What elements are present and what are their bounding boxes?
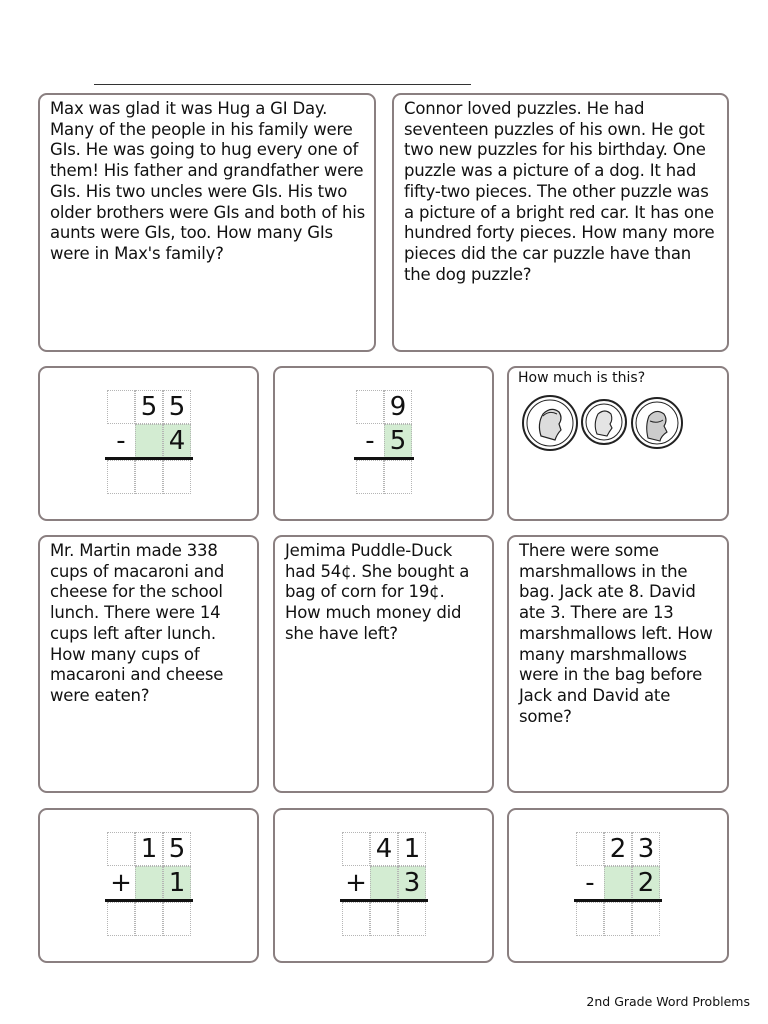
answer-cell[interactable] [604,902,632,936]
digit-ones: 5 [163,390,191,424]
answer-cell[interactable] [107,902,135,936]
answer-cell[interactable] [356,460,384,494]
grid-cell-blank [107,390,135,424]
operator-sign: + [345,868,367,898]
operator-sign: + [110,868,132,898]
digit-tens: 5 [135,390,163,424]
digit-ones-bottom: 4 [163,424,191,458]
math-grid [105,832,195,942]
footer-label: 2nd Grade Word Problems [586,994,750,1009]
answer-cell[interactable] [632,902,660,936]
word-problem-card-gi-day [38,93,376,352]
math-grid [574,832,664,942]
digit-tens: 4 [370,832,398,866]
answer-cell[interactable] [384,460,412,494]
math-grid [354,390,444,500]
answer-cell[interactable] [370,902,398,936]
word-problem-text: Connor loved puzzles. He had seventeen puzzles of his own. He got two new puzzles for his birthday. One puzzle was a picture of a dog. It had fifty-two pieces. The other puzzle was a picture of a bright red car. It has one hundred forty pieces. How many more pieces did the car puzzle have than the dog puzzle? [404,99,715,284]
grid-cell-blank [576,832,604,866]
answer-cell-tens[interactable] [135,424,163,458]
answer-cell[interactable] [163,902,191,936]
word-problem-card-macaroni [38,535,259,793]
word-problem-text: Jemima Puddle-Duck had 54¢. She bought a bag of corn for 19¢. How much money did she have left? [285,541,470,643]
subtraction-card-55-4 [38,366,259,521]
digit-ones-bottom: 5 [384,424,412,458]
coin-card [507,366,729,521]
math-grid [105,390,195,500]
answer-cell[interactable] [398,902,426,936]
digit-ones-bottom: 2 [632,866,660,900]
digit-ones: 5 [163,832,191,866]
grid-cell-blank [342,832,370,866]
answer-cell[interactable] [576,902,604,936]
word-problem-card-puddle-duck [273,535,494,793]
addition-card-15-1 [38,808,259,963]
answer-cell-tens[interactable] [135,866,163,900]
digit-ones: 9 [384,390,412,424]
digit-ones-bottom: 1 [163,866,191,900]
word-problem-text: Mr. Martin made 338 cups of macaroni and cheese for the school lunch. There were 14 cups left after lunch. How many cups of macaroni and cheese were eaten? [50,541,225,705]
penny-icon [632,398,682,448]
dime-icon [582,400,626,444]
answer-cell[interactable] [135,902,163,936]
digit-tens [356,390,384,424]
word-problem-card-marshmallows [507,535,729,793]
coin-question: How much is this? [518,370,646,386]
subtraction-card-9-5 [273,366,494,521]
answer-cell-tens[interactable] [370,866,398,900]
answer-cell[interactable] [135,460,163,494]
answer-cell[interactable] [107,460,135,494]
nickel-icon [523,396,577,450]
digit-ones-bottom: 3 [398,866,426,900]
word-problem-text: There were some marshmallows in the bag. Jack ate 8. David ate 3. There are 13 marshmallows left. How many marshmallows were in the bag before Jack and David ate some? [519,541,713,726]
digit-tens: 2 [604,832,632,866]
answer-cell-tens[interactable] [604,866,632,900]
digit-ones: 1 [398,832,426,866]
answer-cell[interactable] [163,460,191,494]
math-grid [340,832,430,942]
word-problem-text: Max was glad it was Hug a GI Day. Many of the people in his family were GIs. He was going to hug every one of them! His father and grandfather were GIs. His two uncles were GIs. His two older brothers were GIs and both of his aunts were GIs, too. How many GIs were in Max's family? [50,99,365,263]
name-line [94,84,471,85]
addition-card-41-3 [273,808,494,963]
word-problem-card-puzzles [392,93,729,352]
operator-sign: - [585,868,595,898]
operator-sign: - [116,426,126,456]
subtraction-card-23-2 [507,808,729,963]
operator-sign: - [365,426,375,456]
digit-tens: 1 [135,832,163,866]
answer-cell[interactable] [342,902,370,936]
grid-cell-blank [107,832,135,866]
digit-ones: 3 [632,832,660,866]
coins-illustration [521,394,686,452]
